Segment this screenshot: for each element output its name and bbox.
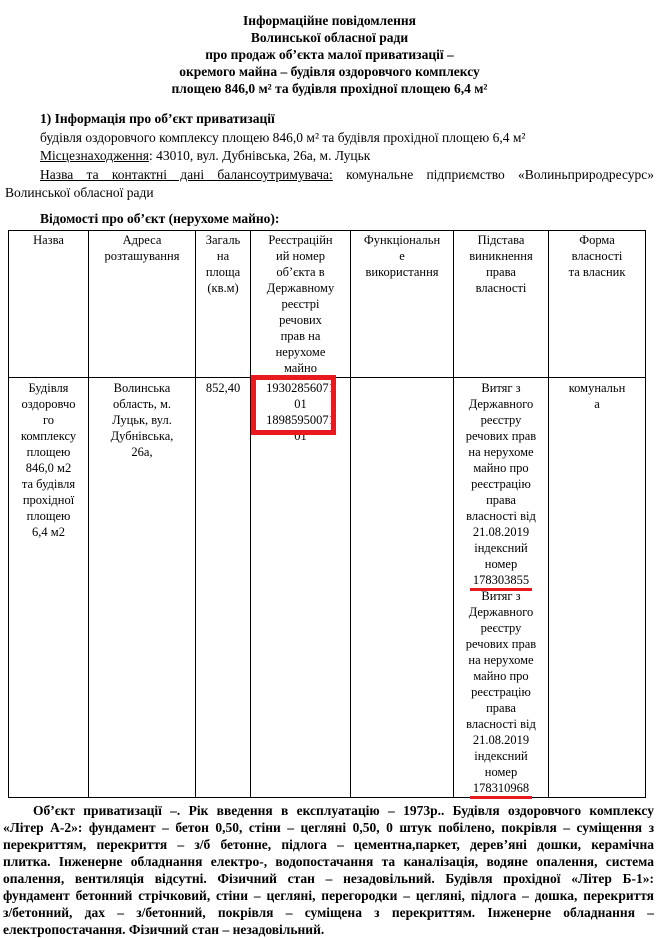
header-name: Назва — [9, 230, 89, 377]
ownership-basis-extract-1 — [456, 380, 546, 588]
extract-1-text: Витяг з Державного реєстру речових прав на нерухоме майно про реєстрацію права власності від 21.08.2019 індексний номер — [465, 380, 537, 571]
holder-value: комунальне підприємство «Волиньприродресурс» — [332, 166, 654, 182]
location-label: Місцезнаходження — [40, 148, 149, 164]
cell-address: Волинська область, м. Луцьк, вул. Дубнівська, 26а, — [89, 377, 196, 797]
cell-area: 852,40 — [196, 377, 251, 797]
holder-tail-line: Волинської обласної ради — [5, 185, 154, 201]
cell-ownership-form: комунальн а — [549, 377, 646, 797]
details-paragraph: Об’єкт приватизації –. Рік введення в експлуатацію – 1973р.. Будівля оздоровчого комплексу «Літер А-2»: фундамент – бетон 0,50, стіни – цегляні 0,50, 0 штук побілено, покрівля – суміщення з перекриттям, перекриття – з/б бетонне, підлога – цементна,паркет, дерев’яні дошки, керамічна плитка. Інженерне обладнання електро-, водопостачання та каналізація, водяне опалення, система опалення, вентиляція відсутні. Фізичний стан – незадовільний. Будівля прохідної «Літер Б-1»: фундамент бетонний стрічковий, стіни – цегляні, перегородки – цегляні, підлога – дошка, перекриття з/бетонний, дах – з/бетонний, покрівля – суміщена з перекриттям. Інженерне обладнання – електропостачання. Фізичний стан – незадовільний. — [3, 802, 654, 937]
header-address: Адреса розташування — [89, 230, 196, 377]
extract-1-number-line — [456, 572, 546, 588]
location-value: : 43010, вул. Дубнівська, 26а, м. Луцьк — [148, 148, 371, 164]
section-info — [5, 110, 654, 203]
document-page — [0, 12, 659, 937]
cell-reg-numbers — [251, 377, 351, 797]
table-row — [9, 377, 646, 797]
extract-2-text: Витяг з Державного реєстру речових прав на нерухоме майно про реєстрацію права власності від 21.08.2019 індексний номер — [465, 588, 537, 779]
header-ownership-basis: Підстава виникнення права власності — [454, 230, 549, 377]
object-description-line: будівля оздоровчого комплексу площею 846,0 м² та будівля прохідної площею 6,4 м² — [40, 129, 526, 145]
extract-2-index-number: 178310968 — [470, 780, 532, 796]
header-reg-number: Реєстраційн ий номер об’єкта в Державному реєстрі речових прав на нерухоме майно — [251, 230, 351, 377]
extract-2-number-line — [456, 780, 546, 796]
header-functional-use: Функціональн е використання — [351, 230, 454, 377]
doc-title: Інформаційне повідомлення Волинської обласної ради про продаж об’єкта малої приватизації – окремого майна – будівля оздоровчого комплексу площею 846,0 м² та будівля прохідної площею 6,4 м² — [171, 13, 488, 96]
cell-name: Будівля оздоровчо го комплексу площею 846,0 м2 та будівля прохідної площею 6,4 м2 — [9, 377, 89, 797]
holder-line — [5, 166, 654, 185]
property-table — [8, 230, 646, 798]
reg-numbers-text: 19302856071 01 18985950071 01 — [266, 380, 335, 443]
cell-ownership-basis — [454, 377, 549, 797]
header-area: Загаль на площа (кв.м) — [196, 230, 251, 377]
extract-1-index-number: 178303855 — [470, 572, 532, 588]
section-heading: 1) Інформація про об’єкт приватизації — [40, 111, 275, 126]
ownership-basis-extract-2 — [456, 588, 546, 796]
cell-functional-use — [351, 377, 454, 797]
holder-label: Назва та контактні дані балансоутримувача: — [40, 166, 333, 182]
location-line — [5, 147, 654, 166]
table-header-row — [9, 230, 646, 377]
table-caption: Відомості про об’єкт (нерухоме майно): — [40, 210, 280, 226]
header-ownership-form: Форма власності та власник — [549, 230, 646, 377]
